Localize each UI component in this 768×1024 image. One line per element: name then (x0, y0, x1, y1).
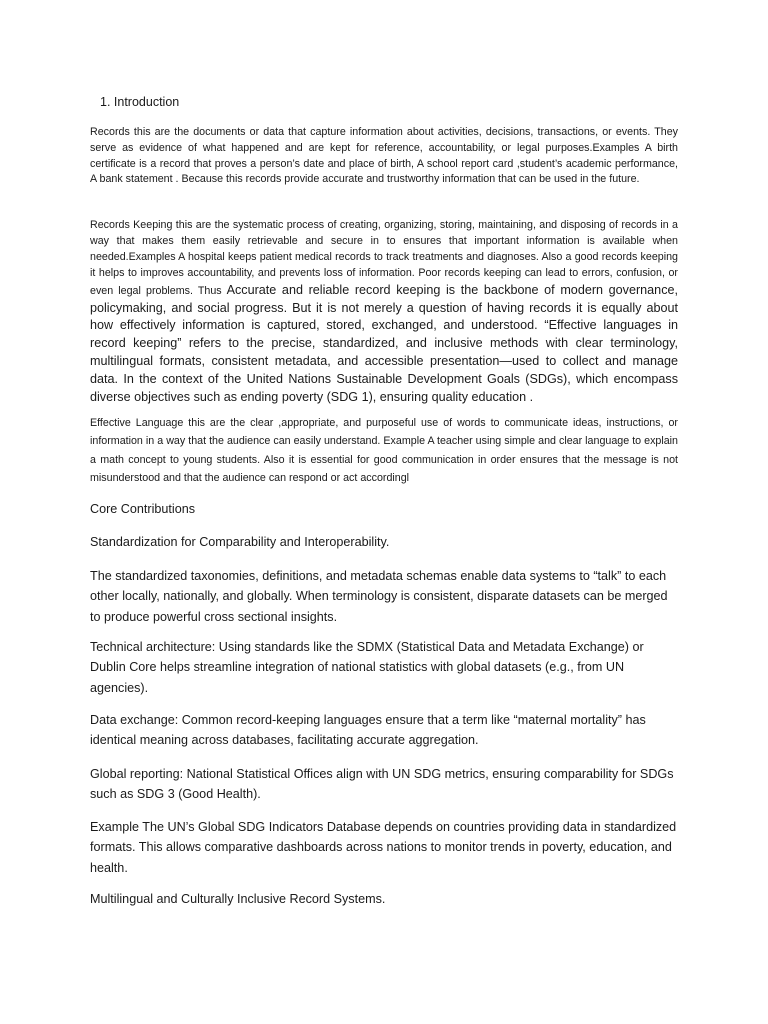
data-exchange-paragraph: Data exchange: Common record-keeping languages ensure that a term like “maternal mortality” has identical meaning across databases, facilitating accurate aggregation. (90, 713, 646, 748)
records-paragraph: Records this are the documents or data that capture information about activities, decisions, transactions, or events. They serve as evidence of what happened and are kept for reference, accountability, or legal purposes.Examples A birth certificate is a record that proves a person’s date and place of birth, A school report card ,student’s academic performance, A bank statement . Because this records provide accurate and trustworthy information that can be used in the future. (90, 126, 678, 186)
records-keeping-paragraph (90, 218, 678, 407)
example-paragraph: Example The UN’s Global SDG Indicators Database depends on countries providing data in standardized formats. This allows comparative dashboards across nations to monitor trends in poverty, education, and health. (90, 820, 677, 875)
introduction-heading: 1. Introduction (100, 95, 180, 109)
standardization-heading: Standardization for Comparability and Interoperability. (90, 535, 390, 549)
records-keeping-intro-text: Records Keeping this are the systematic process of creating, organizing, storing, maintaining, and disposing of records in a way that makes them easily retrievable and secure in to ensures that important information is available when needed.Examples A hospital keeps patient medical records to track treatments and diagnoses. Also a good records keeping it helps to improves accountability, and prevents loss of information. Poor records keeping can lead to errors, confusion, or even legal problems. Thus (90, 219, 678, 297)
taxonomies-paragraph: The standardized taxonomies, definitions, and metadata schemas enable data systems to “talk” to each other locally, nationally, and globally. When terminology is consistent, disparate datasets can be merged to produce powerful cross sectional insights. (90, 569, 668, 624)
core-contributions-heading: Core Contributions (90, 502, 195, 516)
multilingual-heading: Multilingual and Culturally Inclusive Record Systems. (90, 892, 386, 906)
records-keeping-governance-text: Accurate and reliable record keeping is the backbone of modern governance, policymaking, and social progress. But it is not merely a question of having records it is equally about how effectively information is captured, stored, exchanged, and understood. “Effective languages in record keeping” refers to the precise, standardized, and inclusive methods with clear terminology, multilingual formats, consistent metadata, and accessible presentation—used to collect and manage data. In the context of the United Nations Sustainable Development Goals (SDGs), which encompass diverse objectives such as ending poverty (SDG 1), ensuring quality education . (90, 282, 678, 405)
effective-language-paragraph: Effective Language this are the clear ,appropriate, and purposeful use of words to communicate ideas, instructions, or information in a way that the audience can easily understand. Example A teacher using simple and clear language to explain a math concept to young students. Also it is essential for good communication in order ensures that the message is not misunderstood and that the audience can respond or act accordingl (90, 417, 678, 484)
technical-architecture-paragraph: Technical architecture: Using standards like the SDMX (Statistical Data and Metadata Exchange) or Dublin Core helps streamline integration of national statistics with global datasets (e.g., from UN agencies). (90, 640, 644, 695)
global-reporting-paragraph: Global reporting: National Statistical Offices align with UN SDG metrics, ensuring comparability for SDGs such as SDG 3 (Good Health). (90, 767, 674, 802)
